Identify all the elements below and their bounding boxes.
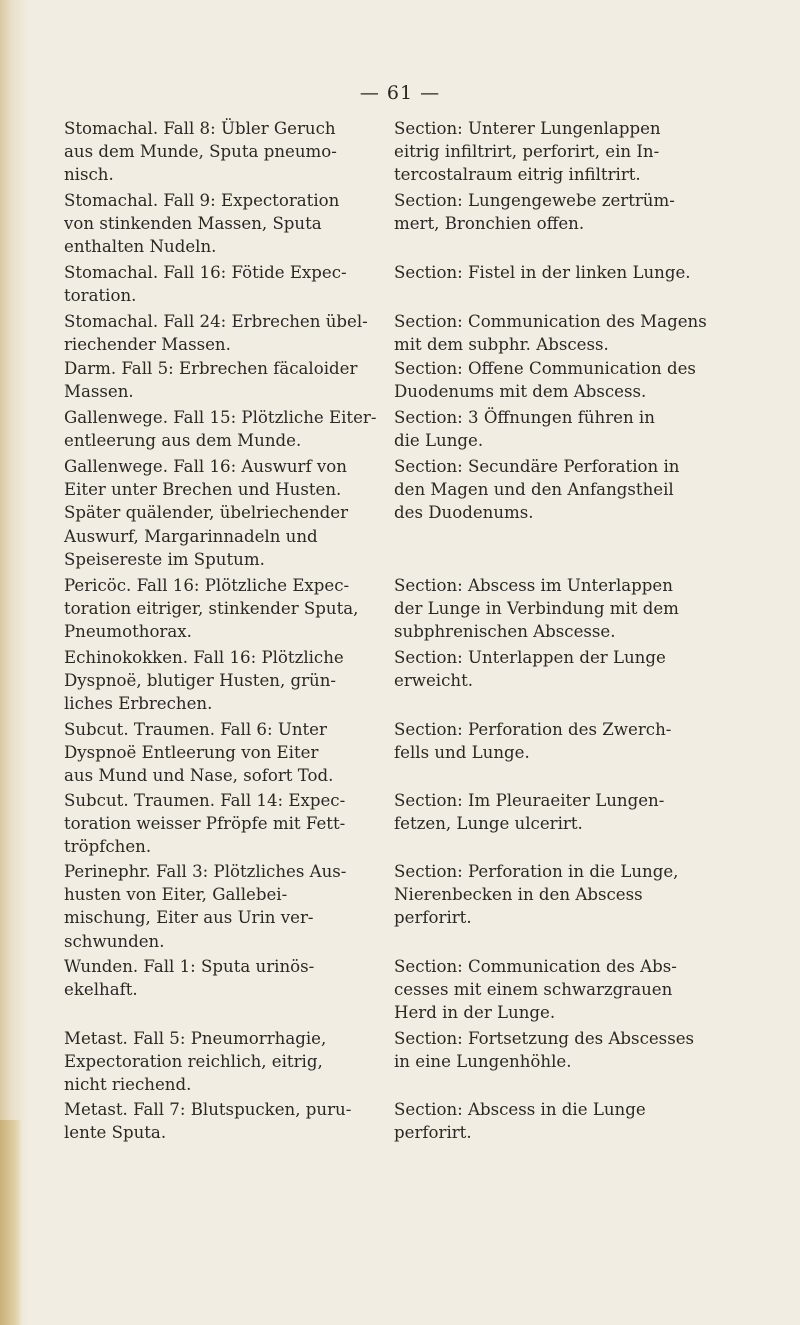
section-text-line: erweicht. [394, 671, 474, 691]
section-finding [394, 261, 736, 284]
case-description [64, 789, 382, 859]
section-finding [394, 789, 736, 835]
case-text-line: enthalten Nudeln. [64, 237, 217, 257]
section-finding [394, 955, 736, 1025]
case-text-line: entleerung aus dem Munde. [64, 431, 302, 451]
case-description [64, 860, 382, 953]
case-text-line: nisch. [64, 165, 114, 185]
section-finding [394, 357, 736, 403]
section-text-line: fetzen, Lunge ulcerirt. [394, 814, 583, 834]
section-text-line: subphrenischen Abscesse. [394, 622, 616, 642]
case-description [64, 406, 382, 452]
case-text-line: Wunden. Fall 1: Sputa urinös- [64, 957, 315, 976]
section-text-line: Herd in der Lunge. [394, 1003, 556, 1023]
section-text-line: die Lunge. [394, 431, 484, 451]
section-text-line: Section: Secundäre Perforation in [394, 457, 680, 476]
case-text-line: Dyspnoë Entleerung von Eiter [64, 743, 319, 763]
case-text-line: husten von Eiter, Gallebei- [64, 885, 288, 905]
section-text-line: Section: 3 Öffnungen führen in [394, 408, 655, 427]
section-text-line: Duodenums mit dem Abscess. [394, 382, 647, 402]
case-text-line: Später quälender, übelriechender [64, 503, 349, 523]
case-text-line: Pericöc. Fall 16: Plötzliche Expec- [64, 576, 350, 595]
case-text-line: Darm. Fall 5: Erbrechen fäcaloider [64, 359, 358, 378]
section-finding [394, 310, 736, 356]
case-text-line: toration. [64, 286, 137, 306]
case-description [64, 455, 382, 571]
case-text-line: Pneumothorax. [64, 622, 192, 642]
case-description [64, 955, 382, 1001]
case-text-line: Perinephr. Fall 3: Plötzliches Aus- [64, 862, 347, 881]
case-text-line: tröpfchen. [64, 837, 152, 857]
section-text-line: Nierenbecken in den Abscess [394, 885, 643, 905]
section-text-line: Section: Unterlappen der Lunge [394, 648, 666, 667]
section-text-line: des Duodenums. [394, 503, 534, 523]
section-finding [394, 1027, 736, 1073]
section-text-line: Section: Im Pleuraeiter Lungen- [394, 791, 665, 810]
section-text-line: mit dem subphr. Abscess. [394, 335, 609, 355]
section-text-line: den Magen und den Anfangstheil [394, 480, 674, 500]
case-text-line: aus Mund und Nase, sofort Tod. [64, 766, 334, 786]
section-text-line: Section: Fistel in der linken Lunge. [394, 263, 691, 282]
section-text-line: Section: Communication des Magens [394, 312, 707, 331]
case-text-line: Subcut. Traumen. Fall 6: Unter [64, 720, 327, 739]
case-text-line: Eiter unter Brechen und Husten. [64, 480, 342, 500]
section-text-line: Section: Fortsetzung des Abscesses [394, 1029, 695, 1048]
case-text-line: Gallenwege. Fall 15: Plötzliche Eiter- [64, 408, 377, 427]
case-description [64, 117, 382, 187]
section-text-line: Section: Offene Communication des [394, 359, 696, 378]
case-text-line: aus dem Munde, Sputa pneumo- [64, 142, 337, 162]
case-description [64, 574, 382, 644]
case-text-line: toration weisser Pfröpfe mit Fett- [64, 814, 346, 834]
section-finding [394, 718, 736, 764]
section-text-line: Section: Lungengewebe zertrüm- [394, 191, 675, 210]
case-text-line: Gallenwege. Fall 16: Auswurf von [64, 457, 347, 476]
case-text-line: schwunden. [64, 931, 165, 951]
case-text-line: Auswurf, Margarinnadeln und [64, 526, 318, 546]
section-text-line: Section: Abscess im Unterlappen [394, 576, 673, 595]
case-description [64, 261, 382, 307]
page-number: — 61 — [359, 82, 441, 104]
section-finding [394, 117, 736, 187]
case-text-line: Metast. Fall 7: Blutspucken, puru- [64, 1100, 352, 1119]
case-description [64, 357, 382, 403]
section-finding [394, 1098, 736, 1144]
case-text-line: ekelhaft. [64, 980, 138, 1000]
case-text-line: lente Sputa. [64, 1123, 167, 1143]
section-text-line: fells und Lunge. [394, 743, 530, 763]
case-text-line: Expectoration reichlich, eitrig, [64, 1052, 323, 1072]
case-text-line: Massen. [64, 382, 134, 402]
case-text-line: Metast. Fall 5: Pneumorrhagie, [64, 1029, 327, 1048]
case-text-line: nicht riechend. [64, 1075, 192, 1095]
case-text-line: von stinkenden Massen, Sputa [64, 214, 322, 234]
section-text-line: Section: Abscess in die Lunge [394, 1100, 646, 1119]
section-text-line: der Lunge in Verbindung mit dem [394, 599, 679, 619]
section-text-line: tercostalraum eitrig infiltrirt. [394, 165, 641, 185]
section-text-line: Section: Unterer Lungenlappen [394, 119, 661, 138]
section-finding [394, 189, 736, 235]
section-text-line: in eine Lungenhöhle. [394, 1052, 572, 1072]
case-text-line: liches Erbrechen. [64, 694, 213, 714]
section-text-line: mert, Bronchien offen. [394, 214, 585, 234]
section-text-line: Section: Perforation des Zwerch- [394, 720, 672, 739]
case-description [64, 1098, 382, 1144]
section-text-line: Section: Perforation in die Lunge, [394, 862, 679, 881]
section-finding [394, 646, 736, 692]
section-finding [394, 406, 736, 452]
section-text-line: eitrig infiltrirt, perforirt, ein In- [394, 142, 660, 162]
case-description [64, 310, 382, 356]
case-text-line: Subcut. Traumen. Fall 14: Expec- [64, 791, 346, 810]
case-description [64, 189, 382, 259]
case-description [64, 1027, 382, 1097]
section-finding [394, 455, 736, 525]
case-description [64, 718, 382, 788]
case-text-line: Stomachal. Fall 16: Fötide Expec- [64, 263, 347, 282]
section-text-line: perforirt. [394, 908, 472, 928]
section-text-line: Section: Communication des Abs- [394, 957, 677, 976]
case-text-line: Speisereste im Sputum. [64, 549, 265, 569]
case-text-line: mischung, Eiter aus Urin ver- [64, 908, 314, 928]
case-text-line: riechender Massen. [64, 335, 231, 355]
section-text-line: cesses mit einem schwarzgrauen [394, 980, 673, 1000]
section-finding [394, 860, 736, 930]
page-left-edge-stain [0, 1120, 22, 1325]
case-text-line: Stomachal. Fall 8: Übler Geruch [64, 119, 336, 138]
section-finding [394, 574, 736, 644]
case-description [64, 646, 382, 716]
case-text-line: Echinokokken. Fall 16: Plötzliche [64, 648, 344, 667]
section-text-line: perforirt. [394, 1123, 472, 1143]
case-text-line: toration eitriger, stinkender Sputa, [64, 599, 359, 619]
case-text-line: Dyspnoë, blutiger Husten, grün- [64, 671, 337, 691]
case-text-line: Stomachal. Fall 9: Expectoration [64, 191, 340, 210]
case-text-line: Stomachal. Fall 24: Erbrechen übel- [64, 312, 368, 331]
